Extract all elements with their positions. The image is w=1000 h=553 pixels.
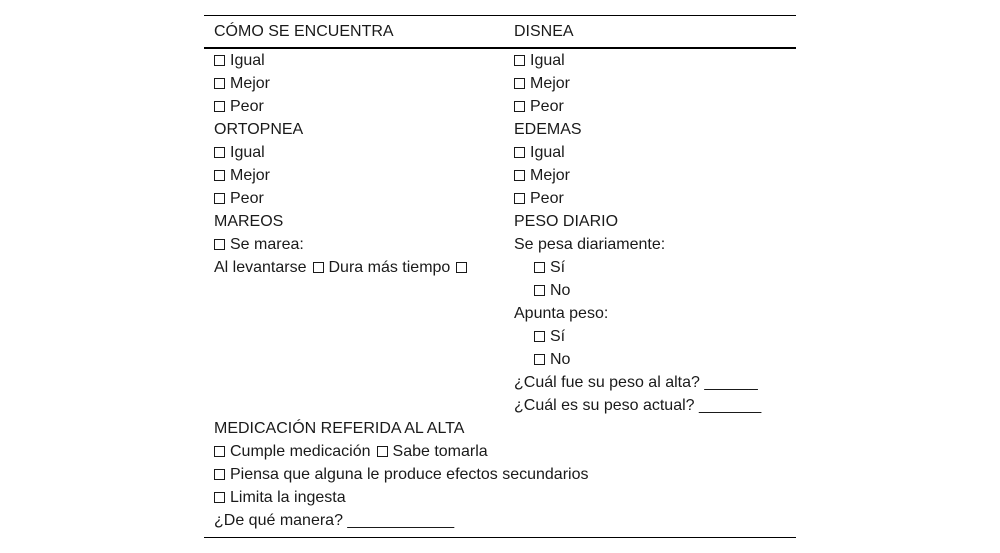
peso-actual-field[interactable]: ¿Cuál es su peso actual? _______ bbox=[514, 397, 762, 414]
checkbox-icon[interactable] bbox=[214, 78, 225, 89]
option-label: Igual bbox=[230, 52, 265, 69]
option-label: Sí bbox=[550, 328, 566, 345]
checkbox-icon[interactable] bbox=[214, 101, 225, 112]
se-pesa-si-option[interactable] bbox=[534, 256, 565, 279]
efectos-option[interactable] bbox=[214, 463, 588, 486]
option-label: Mejor bbox=[230, 75, 271, 92]
medicacion-cumple-row[interactable] bbox=[214, 440, 488, 463]
option-label: Piensa que alguna le produce efectos secundarios bbox=[230, 466, 589, 483]
checkbox-icon[interactable] bbox=[514, 170, 525, 181]
edemas-title: EDEMAS bbox=[514, 121, 582, 138]
header-rule bbox=[204, 47, 796, 49]
checkbox-icon[interactable] bbox=[534, 331, 545, 342]
limita-option[interactable] bbox=[214, 486, 346, 509]
checkbox-icon[interactable] bbox=[214, 492, 225, 503]
option-label: Igual bbox=[230, 144, 265, 161]
medicacion-title: MEDICACIÓN REFERIDA AL ALTA bbox=[214, 420, 465, 437]
option-label: Peor bbox=[530, 190, 564, 207]
option-label: No bbox=[550, 351, 571, 368]
sabe-checkbox-icon[interactable] bbox=[377, 446, 388, 457]
option-label: Mejor bbox=[530, 167, 571, 184]
dura-mas-checkbox-icon[interactable] bbox=[456, 262, 467, 273]
option-label: Sí bbox=[550, 259, 566, 276]
option-label: Igual bbox=[530, 52, 565, 69]
checkbox-icon[interactable] bbox=[514, 55, 525, 66]
ortopnea-title: ORTOPNEA bbox=[214, 121, 304, 138]
apunta-no-option[interactable] bbox=[534, 348, 570, 371]
checkbox-icon[interactable] bbox=[514, 147, 525, 158]
checkbox-icon[interactable] bbox=[214, 55, 225, 66]
apunta-peso-label: Apunta peso: bbox=[514, 305, 609, 322]
sabe-label: Sabe tomarla bbox=[392, 443, 488, 460]
header-col-como-se-encuentra: CÓMO SE ENCUENTRA bbox=[214, 23, 394, 40]
de-que-manera-field[interactable]: ¿De qué manera? ____________ bbox=[214, 512, 455, 529]
apunta-si-option[interactable] bbox=[534, 325, 565, 348]
ortopnea-mejor-option[interactable] bbox=[214, 164, 270, 187]
checkbox-icon[interactable] bbox=[514, 193, 525, 204]
option-label: Se marea: bbox=[230, 236, 304, 253]
peso-alta-field[interactable]: ¿Cuál fue su peso al alta? ______ bbox=[514, 374, 758, 391]
al-levantarse-checkbox-icon[interactable] bbox=[313, 262, 324, 273]
top-rule bbox=[204, 15, 796, 16]
al-levantarse-label: Al levantarse bbox=[214, 259, 307, 276]
como-mejor-option[interactable] bbox=[214, 72, 270, 95]
checkbox-icon[interactable] bbox=[534, 354, 545, 365]
evaluation-form-table bbox=[204, 15, 796, 538]
edemas-peor-option[interactable] bbox=[514, 187, 564, 210]
edemas-mejor-option[interactable] bbox=[514, 164, 570, 187]
bottom-rule bbox=[204, 537, 796, 538]
option-label: Limita la ingesta bbox=[230, 489, 346, 506]
checkbox-icon[interactable] bbox=[514, 78, 525, 89]
disnea-igual-option[interactable] bbox=[514, 49, 565, 72]
checkbox-icon[interactable] bbox=[534, 285, 545, 296]
checkbox-icon[interactable] bbox=[514, 101, 525, 112]
option-label: Mejor bbox=[230, 167, 271, 184]
checkbox-icon[interactable] bbox=[214, 469, 225, 480]
disnea-peor-option[interactable] bbox=[514, 95, 564, 118]
mareos-title: MAREOS bbox=[214, 213, 284, 230]
como-igual-option[interactable] bbox=[214, 49, 265, 72]
peso-diario-title: PESO DIARIO bbox=[514, 213, 619, 230]
option-label: Igual bbox=[530, 144, 565, 161]
ortopnea-igual-option[interactable] bbox=[214, 141, 265, 164]
se-marea-option[interactable] bbox=[214, 233, 304, 256]
checkbox-icon[interactable] bbox=[214, 239, 225, 250]
cumple-label: Cumple medicación bbox=[230, 443, 371, 460]
header-col-disnea: DISNEA bbox=[514, 23, 574, 40]
checkbox-icon[interactable] bbox=[214, 170, 225, 181]
se-pesa-label: Se pesa diariamente: bbox=[514, 236, 666, 253]
se-pesa-no-option[interactable] bbox=[534, 279, 570, 302]
checkbox-icon[interactable] bbox=[534, 262, 545, 273]
option-label: No bbox=[550, 282, 571, 299]
dura-mas-label: Dura más tiempo bbox=[328, 259, 451, 276]
checkbox-icon[interactable] bbox=[214, 193, 225, 204]
option-label: Peor bbox=[230, 98, 264, 115]
option-label: Peor bbox=[230, 190, 264, 207]
option-label: Peor bbox=[530, 98, 564, 115]
edemas-igual-option[interactable] bbox=[514, 141, 565, 164]
ortopnea-peor-option[interactable] bbox=[214, 187, 264, 210]
como-peor-option[interactable] bbox=[214, 95, 264, 118]
mareos-detail-row bbox=[214, 256, 472, 279]
option-label: Mejor bbox=[530, 75, 571, 92]
checkbox-icon[interactable] bbox=[214, 147, 225, 158]
cumple-checkbox-icon[interactable] bbox=[214, 446, 225, 457]
disnea-mejor-option[interactable] bbox=[514, 72, 570, 95]
